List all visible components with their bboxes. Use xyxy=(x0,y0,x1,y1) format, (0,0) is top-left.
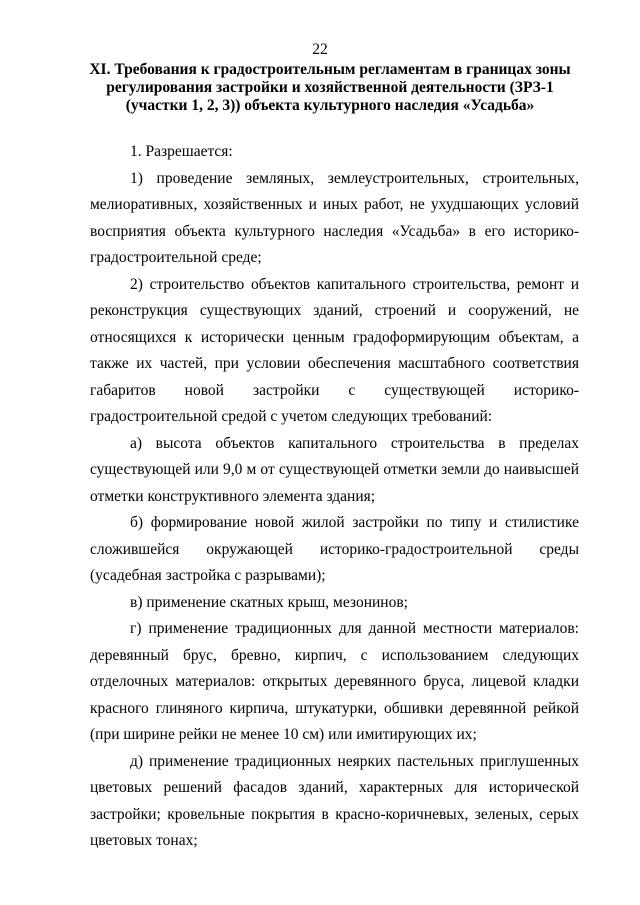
document-body xyxy=(90,139,579,855)
paragraph-permitted: 1. Разрешается: xyxy=(130,143,233,160)
paragraph-item-b: б) формирование новой жилой застройки по типу и стилистике сложившейся окружающей историко-градостроительной среды (усадебная застройка с разрывами); xyxy=(90,514,579,584)
paragraph-item-d: д) применение традиционных неярких пастельных приглушенных цветовых решений фасадов зданий, характерных для исторической застройки; кровельные покрытия в красно-коричневых, зеленых, серых цветовых тонах; xyxy=(90,752,579,849)
paragraph-item-g: г) применение традиционных для данной местности материалов: деревянный брус, бревно, кирпич, с использованием следующих отделочных материалов: открытых деревянного бруса, лицевой кладки красного глиняного кирпича, штукатурки, обшивки деревянной рейкой (при ширине рейки не менее 10 см) или имитирующих их; xyxy=(90,620,579,743)
paragraph-item-2: 2) строительство объектов капитального строительства, ремонт и реконструкция существующих зданий, строений и сооружений, не относящихся к исторически ценным градоформирующим объектам, а также их частей, при условии обеспечения масштабного соответствия габаритов новой застройки с существующей историко-градостроительной средой с учетом следующих требований: xyxy=(90,275,579,425)
paragraph-item-v: в) применение скатных крыш, мезонинов; xyxy=(130,593,408,611)
page-number: 22 xyxy=(312,41,328,58)
section-heading: XI. Требования к градостроительным регламентам в границах зоны регулирования застройки и хозяйственной деятельности (ЗРЗ-1 (участки 1, 2, 3)) объекта культурного наследия «Усадьба» xyxy=(89,61,571,114)
paragraph-item-1: 1) проведение земляных, землеустроительных, строительных, мелиоративных, хозяйственных и иных работ, не ухудшающих условий восприятия объекта культурного наследия «Усадьба» в его историко-градостроительной среде; xyxy=(90,169,579,266)
paragraph-item-a: а) высота объектов капитального строительства в пределах существующей или 9,0 м от существующей отметки земли до наивысшей отметки конструктивного элемента здания; xyxy=(90,434,579,505)
